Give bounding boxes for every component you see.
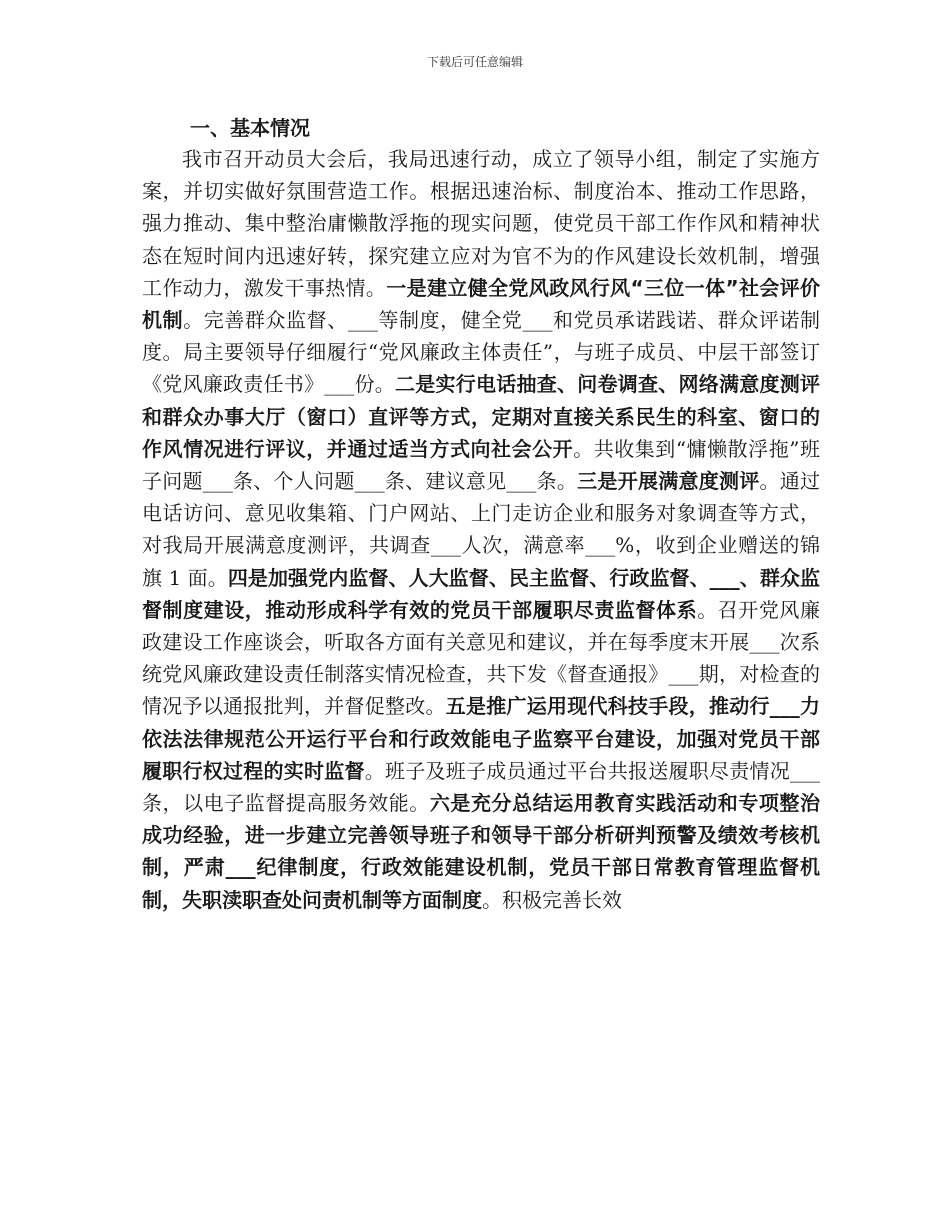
- text-segment: 。共收集到“慵懒散浮拖”班子问题___条、个人问题___条、建议意见___条。: [142, 436, 821, 494]
- page-header: 下载后可任意编辑: [426, 55, 523, 69]
- bold-text-segment: 二是实行电话抽查、问卷调查、网络满意度测评和群众办事大厅（窗口）直评等方式，定期对直接关系民生的科室、窗口的作风情况进行评议，并通过适当方式向社会公开: [142, 372, 820, 461]
- text-segment: 。积极完善长效: [482, 887, 622, 912]
- bold-text-segment: 五是推广运用现代科技手段，推动行___力依法法律规范公开运行平台和行政效能电子监察平台建设，加强对党员干部履职行权过程的实时监督: [142, 694, 820, 783]
- body-paragraph: [142, 143, 820, 916]
- text-segment: 。完善群众监督、___等制度，健全党___和党员承诺践诺、群众评诺制度。局主要领导仔细履行“党风廉政主体责任”，与班子成员、中层干部签订《党风廉政责任书》___份。: [142, 308, 821, 397]
- bold-text-segment: 四是加强党内监督、人大监督、民主监督、行政监督、___、群众监督制度建设，推动形成科学有效的党员干部履职尽责监督体系: [142, 565, 820, 622]
- text-segment: 。召开党风廉政建设工作座谈会，听取各方面有关意见和建议，并在每季度末开展___次系统党风廉政建设责任制落实情况检查，共下发《督查通报》___期，对检查的情况予以通报批判，并督促整改。: [142, 597, 820, 719]
- bold-text-segment: 三是开展满意度测评: [577, 469, 760, 494]
- bold-text-segment: 六是充分总结运用教育实践活动和专项整治成功经验，进一步建立完善领导班子和领导干部分析研判预警及绩效考核机制，严肃___纪律制度，行政效能建设机制，党员干部日常教育管理监督机制，失职渎职查处问责机制等方面制度: [142, 791, 820, 912]
- text-segment: 。通过电话访问、意见收集箱、门户网站、上门走访企业和服务对象调查等方式，对我局开展满意度测评，共调查___人次，满意率___%，收到企业赠送的锦旗 1 面。: [142, 469, 821, 590]
- bold-text-segment: 一是建立健全党风政风行风“三位一体”社会评价机制: [142, 275, 821, 333]
- text-segment: 我市召开动员大会后，我局迅速行动，成立了领导小组，制定了实施方案，并切实做好氛围营造工作。根据迅速治标、制度治本、推动工作思路，强力推动、集中整治庸懒散浮拖的现实问题，使党员干部工作作风和精神状态在短时间内迅速好转，探究建立应对为官不为的作风建设长效机制，增强工作动力，激发干事热情。: [142, 147, 820, 300]
- section-heading: 一、基本情况: [190, 116, 310, 140]
- text-segment: 。班子及班子成员通过平台共报送履职尽责情况___条，以电子监督提高服务效能。: [142, 758, 820, 816]
